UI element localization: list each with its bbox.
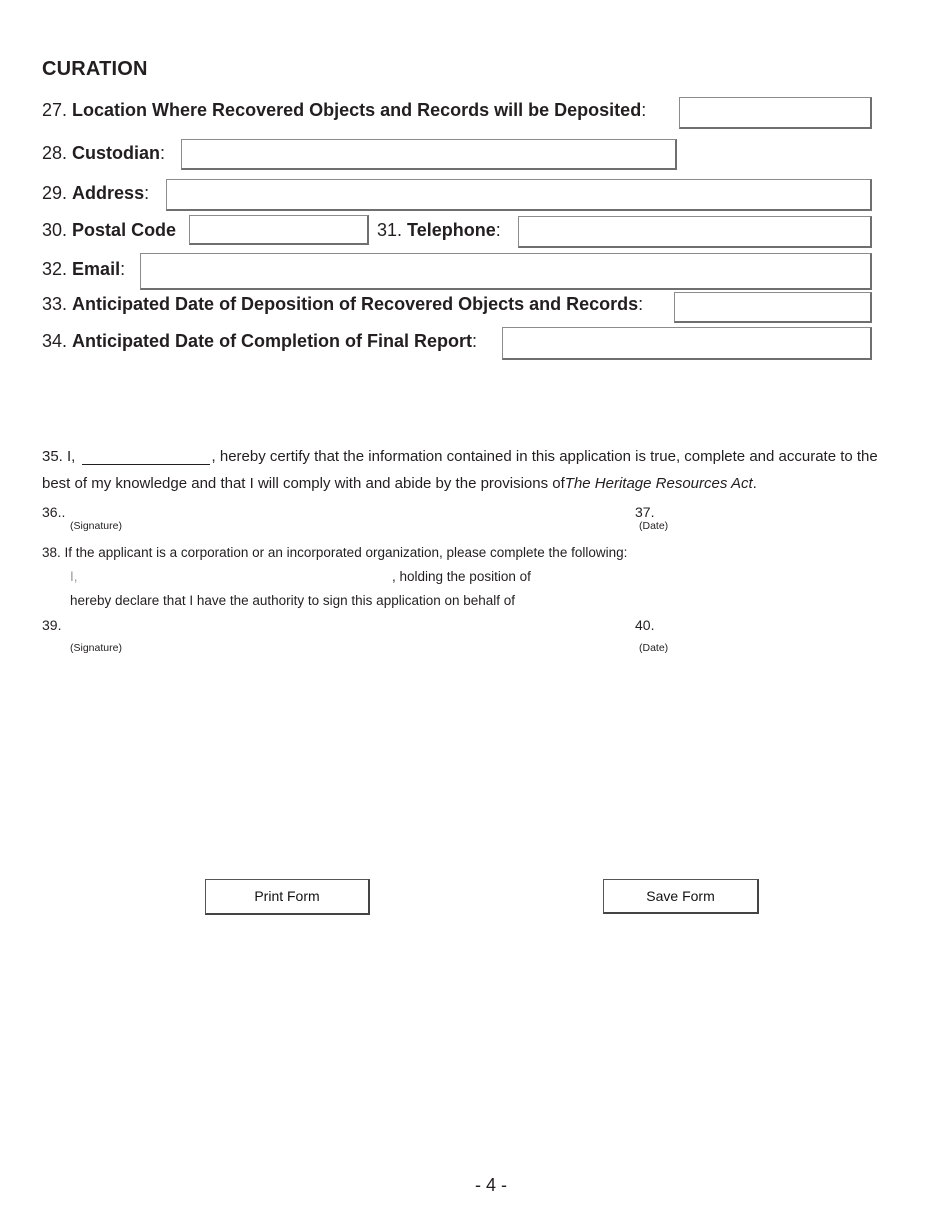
email-input[interactable] [140,253,872,290]
date-37-number: 37. [635,504,655,520]
field-30-label: 30. Postal Code [42,220,177,240]
deposit-location-input[interactable] [679,97,872,129]
corporate-declaration: hereby declare that I have the authority to sign this application on behalf of [70,593,516,608]
final-report-date-input[interactable] [502,327,872,360]
date-40-caption: (Date) [639,642,669,654]
page-number: - 4 - [474,1175,507,1195]
custodian-input[interactable] [181,139,677,170]
telephone-input[interactable] [518,216,872,248]
print-form-button[interactable]: Print Form [205,879,370,915]
save-form-button[interactable]: Save Form [603,879,759,914]
date-37-caption: (Date) [639,520,669,532]
certification-line-2: best of my knowledge and that I will comply with and abide by the provisions ofThe Heritage Resources Act. [42,475,757,492]
corporate-i-prefix: I, [70,569,78,584]
field-34-label: 34. Anticipated Date of Completion of Final Report: [42,331,478,351]
field-27-label: 27. Location Where Recovered Objects and Records will be Deposited: [42,100,647,120]
act-title: The Heritage Resources Act [564,475,753,492]
field-29-label: 29. Address: [42,183,150,203]
address-input[interactable] [166,179,872,211]
section-title: CURATION [42,58,148,80]
signature-39-caption: (Signature) [70,642,122,654]
field-33-label: 33. Anticipated Date of Deposition of Recovered Objects and Records: [42,294,644,314]
date-40-number: 40. [635,617,655,633]
deposition-date-input[interactable] [674,292,872,323]
field-31-label: 31. Telephone: [377,220,501,240]
signature-39-number: 39. [42,617,62,633]
postal-code-input[interactable] [189,215,369,245]
corporate-holding-position: , holding the position of [392,569,531,584]
field-28-label: 28. Custodian: [42,143,166,163]
certification-line-1: 35. I, , hereby certify that the information contained in this application is true, complete and accurate to the [42,448,878,465]
signature-36-number: 36.. [42,504,66,520]
field-32-label: 32. Email: [42,259,126,279]
signature-36-caption: (Signature) [70,520,122,532]
corporate-intro: 38. If the applicant is a corporation or an incorporated organization, please complete the following: [42,545,628,560]
certifier-name-blank[interactable] [82,449,210,465]
